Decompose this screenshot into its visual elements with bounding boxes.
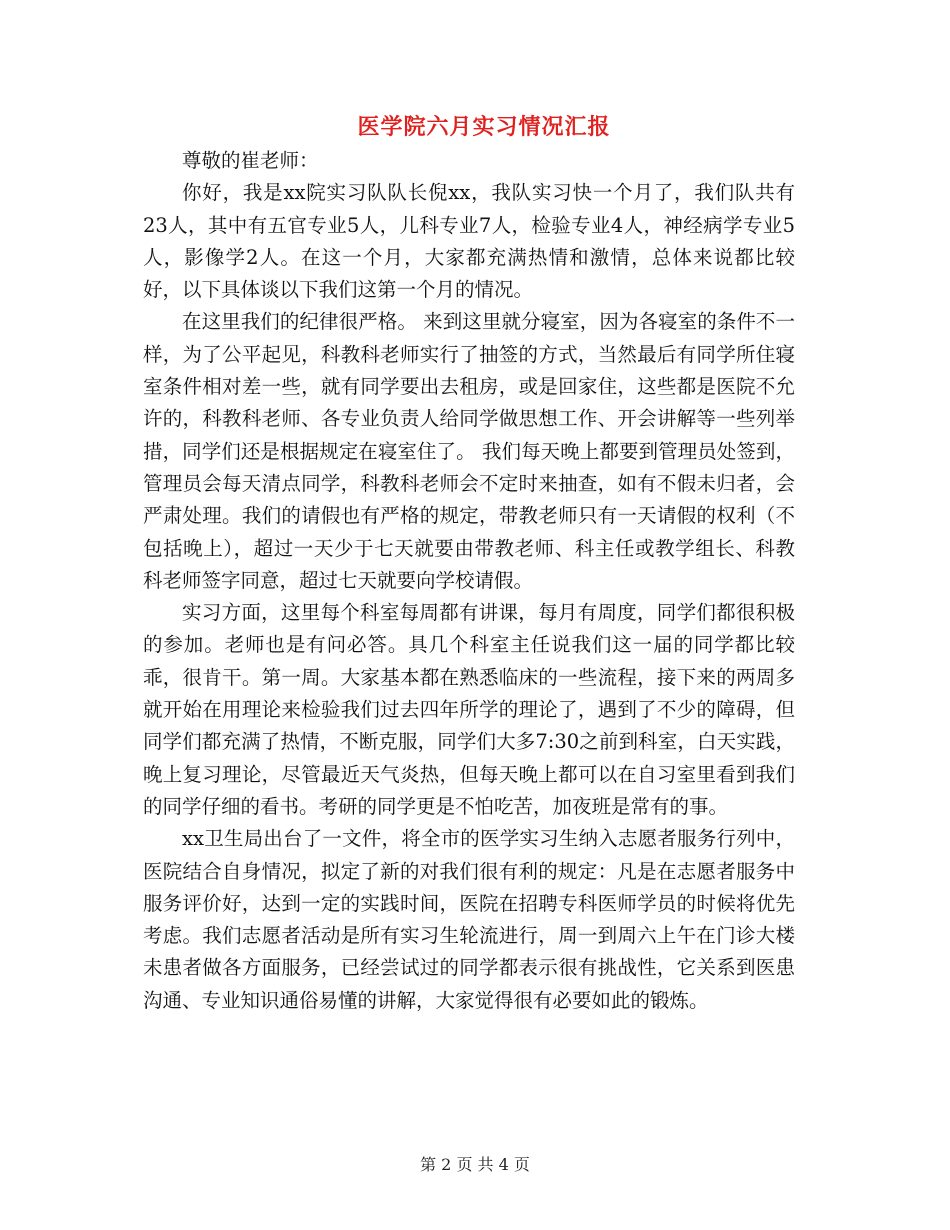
paragraph-4: xx卫生局出台了一文件，将全市的医学实习生纳入志愿者服务行列中，医院结合自身情况，拟定了新的对我们很有利的规定：凡是在志愿者服务中服务评价好，达到一定的实践时间，医院在招聘专科医师学员的时候将优先考虑。我们志愿者活动是所有实习生轮流进行，周一到周六上午在门诊大楼未患者做各方面服务，已经尝试过的同学都表示很有挑战性，它关系到医患沟通、专业知识通俗易懂的讲解，大家觉得很有必要如此的锻炼。 [143, 827, 795, 1012]
document-title: 医学院六月实习情况汇报 [357, 114, 611, 140]
paragraph-2: 在这里我们的纪律很严格。 来到这里就分寝室，因为各寝室的条件不一样，为了公平起见，科教科老师实行了抽签的方式，当然最后有同学所住寝室条件相对差一些，就有同学要出去租房，或是回家住，这些都是医院不允许的，科教科老师、各专业负责人给同学做思想工作、开会讲解等一些列举措，同学们还是根据规定在寝室住了。 我们每天晚上都要到管理员处签到，管理员会每天清点同学，科教科老师会不定时来抽查，如有不假未归者，会严肃处理。我们的请假也有严格的规定，带教老师只有一天请假的权利（不包括晚上），超过一天少于七天就要由带教老师、科主任或教学组长、科教科老师签字同意，超过七天就要向学校请假。 [143, 310, 795, 592]
paragraph-1: 你好，我是xx院实习队队长倪xx，我队实习快一个月了，我们队共有23人，其中有五官专业5人，儿科专业7人，检验专业4人，神经病学专业5人，影像学2人。在这一个月，大家都充满热情和激情，总体来说都比较好，以下具体谈以下我们这第一个月的情况。 [143, 181, 795, 302]
salutation: 尊敬的崔老师： [182, 149, 319, 172]
page-number-footer: 第 2 页 共 4 页 [420, 1155, 530, 1174]
document-body [143, 145, 795, 1017]
paragraph-3: 实习方面，这里每个科室每周都有讲课，每月有周度，同学们都很积极的参加。老师也是有问必答。具几个科室主任说我们这一届的同学都比较乖，很肯干。第一周。大家基本都在熟悉临床的一些流程，接下来的两周多就开始在用理论来检验我们过去四年所学的理论了，遇到了不少的障碍，但同学们都充满了热情，不断克服，同学们大多7:30之前到科室，白天实践，晚上复习理论，尽管最近天气炎热，但每天晚上都可以在自习室里看到我们的同学仔细的看书。考研的同学更是不怕吃苦，加夜班是常有的事。 [143, 601, 795, 818]
